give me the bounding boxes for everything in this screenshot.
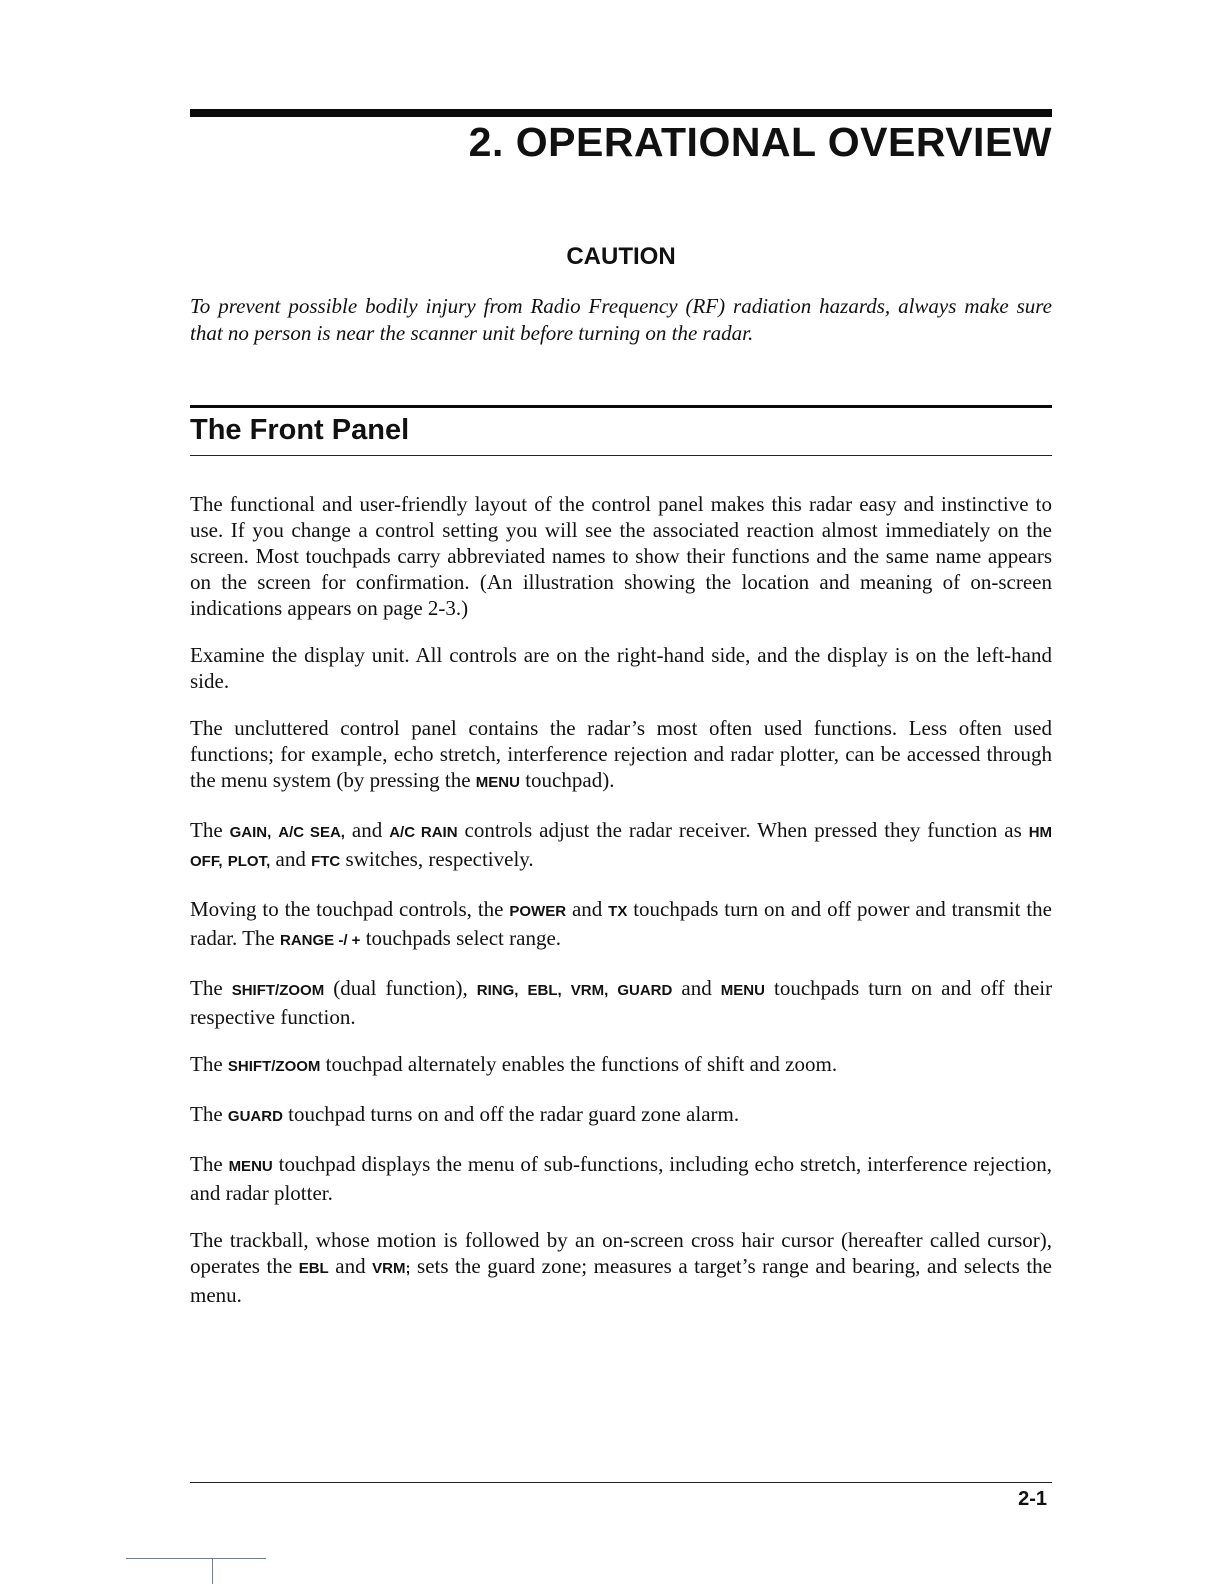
- paragraph-6-text-1: The: [190, 976, 223, 1000]
- paragraph-5-text-4: touchpads select range.: [365, 926, 562, 950]
- guard-key-label: GUARD: [227, 1108, 283, 1125]
- paragraph-5-text-1: Moving to the touchpad controls, the: [190, 897, 504, 921]
- paragraph-7-text-2: touchpad alternately enables the functions of shift and zoom.: [325, 1052, 838, 1076]
- hm-off-key-label: HM OFF,: [190, 824, 1053, 870]
- section-title: The Front Panel: [190, 414, 410, 446]
- paragraph-8-text-2: touchpad turns on and off the radar guard zone alarm.: [288, 1102, 740, 1126]
- tx-key-label: TX: [608, 903, 628, 920]
- chapter-title: 2. OPERATIONAL OVERVIEW: [468, 119, 1052, 165]
- paragraph-3-text-a: The uncluttered control panel contains the radar’s most often used functions. Less often used functions; for example, echo stretch, interference rejection and radar plotter, can be accessed through the menu system (by pressing the: [190, 716, 1052, 792]
- shift-zoom-key-label: SHIFT/ZOOM: [227, 1058, 321, 1075]
- paragraph-7-text-1: The: [190, 1052, 223, 1076]
- paragraph-5: [190, 896, 1052, 954]
- plot-key-label: PLOT,: [227, 853, 271, 870]
- paragraph-1: The functional and user-friendly layout of the control panel makes this radar easy and instinctive to use. If you change a control setting you will see the associated reaction almost immediately on the screen. Most touchpads carry abbreviated names to show their functions and the same name appears on the screen for confirmation. (An illustration showing the location and meaning of on-screen indications appears on page 2-3.): [190, 492, 1052, 620]
- gain-key-label: GAIN,: [229, 824, 272, 841]
- caution-heading: CAUTION: [566, 243, 676, 270]
- paragraph-3: [190, 715, 1052, 796]
- paragraph-4-text-2: and: [351, 818, 383, 842]
- shift-zoom-key-label: SHIFT/ZOOM: [231, 982, 325, 999]
- paragraph-4-text-3: controls adjust the radar receiver. When pressed they function as: [464, 818, 1022, 842]
- footer-rule: [190, 1482, 1052, 1483]
- paragraph-10: [190, 1227, 1052, 1308]
- paragraph-9-text-1: The: [190, 1152, 223, 1176]
- paragraph-6-text-3: and: [681, 976, 712, 1000]
- paragraph-5-text-2: and: [571, 897, 603, 921]
- ftc-key-label: FTC: [311, 853, 341, 870]
- paragraph-4: [190, 817, 1052, 875]
- section-bottom-rule: [190, 455, 1052, 456]
- guard-key-label: GUARD: [617, 982, 673, 999]
- paragraph-10-text-2: and: [335, 1254, 366, 1278]
- menu-key-label: MENU: [475, 774, 520, 791]
- ebl-key-label: EBL: [298, 1260, 329, 1277]
- vrm-key-label: VRM;: [372, 1260, 411, 1277]
- paragraph-2: Examine the display unit. All controls are on the right-hand side, and the display is on the left-hand side.: [190, 643, 1052, 693]
- paragraph-4-text-5: switches, respectively.: [345, 847, 534, 871]
- paragraph-5-text-3: touchpads turn on and off power and transmit the radar. The: [190, 897, 1053, 950]
- body-text: [190, 491, 1052, 1329]
- power-key-label: POWER: [509, 903, 567, 920]
- scan-artifact-tick: [212, 1558, 213, 1584]
- paragraph-9-text-2: touchpad displays the menu of sub-functions, including echo stretch, interference rejection, and radar plotter.: [190, 1152, 1053, 1205]
- paragraph-8-text-1: The: [190, 1102, 223, 1126]
- scan-artifact-line: [126, 1558, 266, 1559]
- section-top-rule: [190, 405, 1052, 408]
- paragraph-3-text-b: touchpad).: [525, 768, 615, 792]
- caution-text: To prevent possible bodily injury from Radio Frequency (RF) radiation hazards, always make sure that no person is near the scanner unit before turning on the radar.: [190, 294, 1052, 345]
- menu-key-label: MENU: [228, 1158, 273, 1175]
- page-number: 2-1: [1018, 1488, 1047, 1510]
- chapter-top-rule: [190, 109, 1052, 117]
- ac-rain-key-label: A/C RAIN: [389, 824, 458, 841]
- range-key-label: RANGE -/ +: [280, 932, 361, 949]
- paragraph-6-text-4: touchpads turn on and off their respective function.: [190, 976, 1053, 1029]
- ac-sea-key-label: A/C SEA,: [278, 824, 345, 841]
- paragraph-6: [190, 975, 1052, 1030]
- paragraph-10-text-1: The trackball, whose motion is followed by an on-screen cross hair cursor (hereafter called cursor), operates the: [190, 1228, 1052, 1278]
- paragraph-6-text-2: (dual function),: [333, 976, 468, 1000]
- paragraph-10-text-3: sets the guard zone; measures a target’s range and bearing, and selects the menu.: [190, 1254, 1053, 1307]
- paragraph-7: [190, 1051, 1052, 1080]
- vrm-key-label: VRM,: [570, 982, 609, 999]
- ebl-key-label: EBL,: [527, 982, 562, 999]
- menu-key-label: MENU: [720, 982, 765, 999]
- paragraph-9: [190, 1151, 1052, 1206]
- paragraph-4-text-4: and: [275, 847, 306, 871]
- ring-key-label: RING,: [476, 982, 519, 999]
- paragraph-4-text-1: The: [190, 818, 223, 842]
- paragraph-8: [190, 1101, 1052, 1130]
